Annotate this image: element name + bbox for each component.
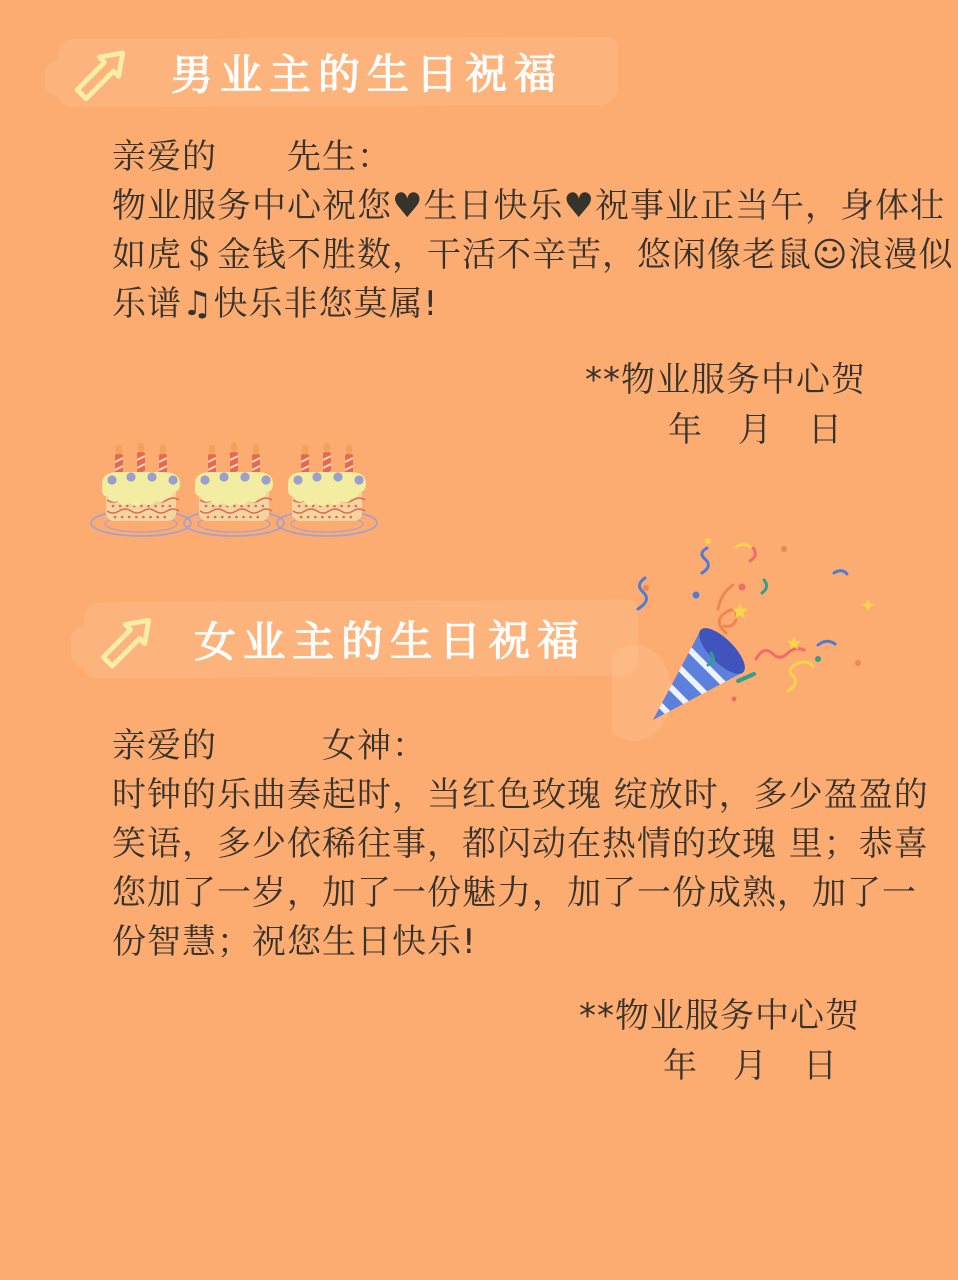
body-line: 乐谱♫快乐非您莫属! [112,284,439,324]
section-title-banner [84,600,638,679]
body-line: 份智慧；祝您生日快乐! [112,922,477,962]
section-title: 女业主的生日祝福 [193,615,587,667]
greeting-letter [112,722,929,967]
party-popper-illustration [612,533,902,743]
body-line: 物业服务中心祝您♥生日快乐♥祝事业正当午，身体壮 [112,186,945,226]
section-title: 男业主的生日祝福 [170,49,564,100]
body-line: 您加了一岁，加了一份魅力，加了一份成熟，加了一 [112,873,917,913]
greeting-letter [112,133,953,329]
body-line: 笑语，多少依稀往事，都闪动在热情的玫瑰 里；恭喜 [112,824,929,864]
section-title-banner [58,37,618,107]
date-line: 年 月 日 [668,410,843,450]
signature-line: **物业服务中心贺 [579,996,860,1036]
greeting-salutation: 亲爱的 女神： [112,726,427,766]
body-line: 如虎＄金钱不胜数，干活不辛苦，悠闲像老鼠☺浪漫似 [112,235,954,275]
birthday-cakes-illustration [86,444,386,542]
arrow-up-right-icon [72,42,132,104]
arrow-up-right-icon [98,609,158,671]
body-line: 时钟的乐曲奏起时，当红色玫瑰 绽放时，多少盈盈的 [112,775,929,815]
date-line: 年 月 日 [663,1046,838,1086]
greeting-salutation: 亲爱的 先生： [112,137,392,177]
signature-line: **物业服务中心贺 [585,360,866,400]
